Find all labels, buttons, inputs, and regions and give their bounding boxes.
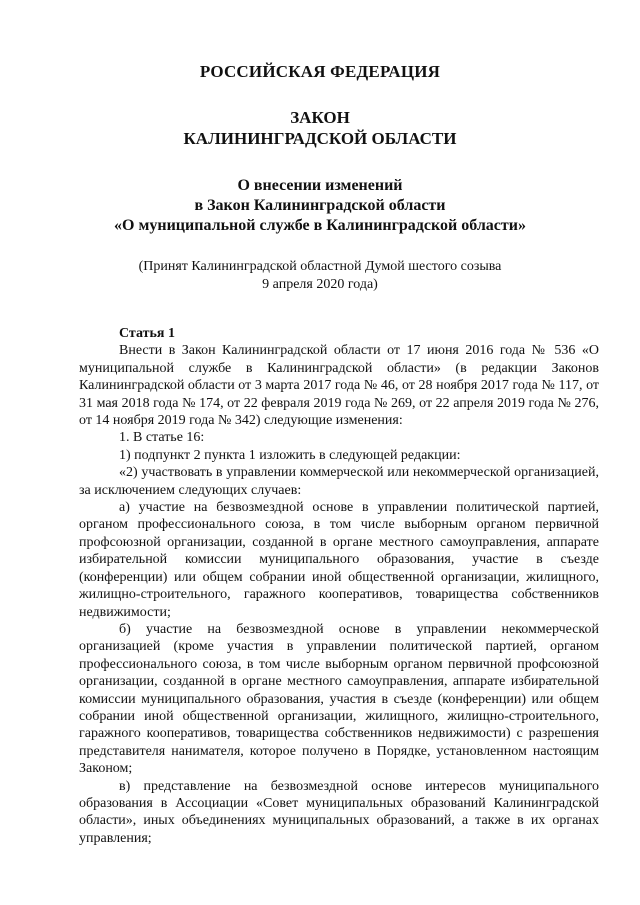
adoption-note-line2: 9 апреля 2020 года) (262, 277, 378, 292)
adoption-note-line1: (Принят Калининградской областной Думой шестого созыва (138, 259, 502, 274)
law-heading-line1: ЗАКОН (290, 108, 350, 127)
law-subject (0, 176, 640, 236)
article-paragraph: «2) участвовать в управлении коммерческой или некоммерческой организацией, за исключением следующих случаев: (79, 465, 599, 498)
law-heading (0, 107, 640, 149)
law-subject-line1: О внесении изменений (237, 177, 403, 194)
law-subject-line2: в Закон Калининградской области (194, 197, 446, 214)
country-heading: РОССИЙСКАЯ ФЕДЕРАЦИЯ (199, 62, 441, 81)
law-heading-line2: КАЛИНИНГРАДСКОЙ ОБЛАСТИ (183, 129, 457, 148)
article-paragraph: 1. В статье 16: (119, 430, 205, 446)
article-paragraph: а) участие на безвозмездной основе в управлении политической партией, органом профессионального союза, в том числе выборным органом первичной профсоюзной организации, созданной в органе местного самоуправления, аппарате избирательной комиссии муниципального образования, участие в съезде (конференции) или общем собрании иной общественной организации, жилищного, жилищно-строительного, гаражного кооперативов, товарищества собственников недвижимости; (79, 500, 599, 620)
law-subject-line3: «О муниципальной службе в Калининградской области» (114, 217, 526, 234)
article-title: Статья 1 (119, 326, 175, 341)
article-paragraph: б) участие на безвозмездной основе в управлении некоммерческой организацией (кроме участия в управлении политической партией, органом профессионального союза, в том числе выборным органом первичной профсоюзной организации, созданной в органе местного самоуправления, аппарате избирательной комиссии муниципального образования, участия в съезде (конференции) или общем собрании иной общественной организации, жилищного, жилищно-строительного, гаражного кооперативов, товарищества собственников недвижимости) с разрешения представителя нанимателя, которое получено в Порядке, установленном настоящим Законом; (79, 621, 599, 777)
article-paragraph: в) представление на безвозмездной основе интересов муниципального образования в Ассоциации «Совет муниципальных образований Калининградской области», иных объединениях муниципальных образований, а также в их органах управления; (79, 778, 599, 846)
article-body (79, 325, 599, 847)
adoption-note (0, 258, 640, 294)
article-paragraph: 1) подпункт 2 пункта 1 изложить в следующей редакции: (119, 447, 461, 463)
article-paragraph: Внести в Закон Калининградской области от 17 июня 2016 года № 536 «О муниципальной службе в Калининградской области» (в редакции Законов Калининградской области от 3 марта 2017 года № 46, от 28 ноября 2017 года № 117, от 31 мая 2018 года № 174, от 22 февраля 2019 года № 269, от 22 апреля 2019 года № 276, от 14 ноября 2019 года № 342) следующие изменения: (79, 343, 599, 429)
